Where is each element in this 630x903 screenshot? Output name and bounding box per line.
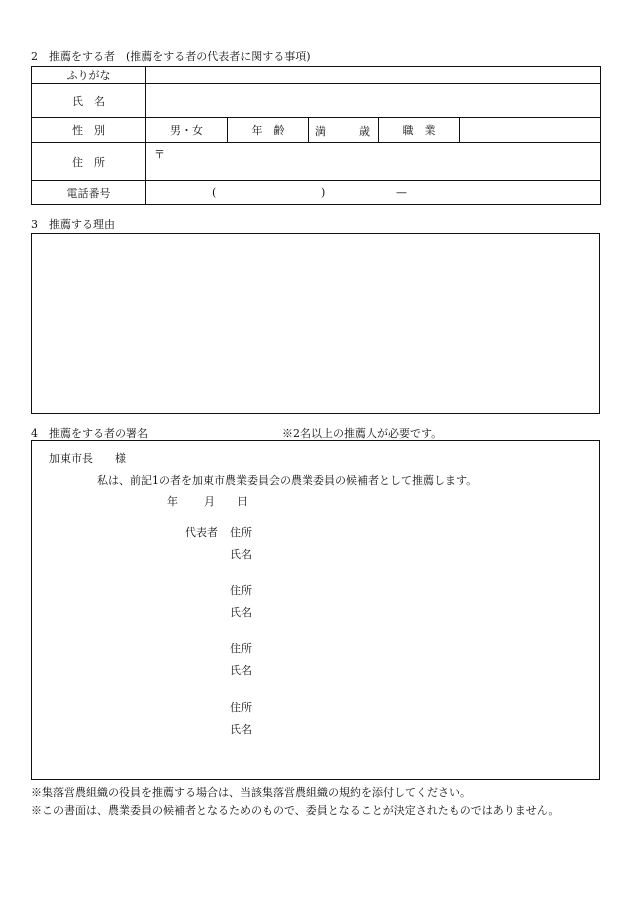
signer1-address-label: 住所 [230, 526, 252, 539]
age-suffix: 歳 [359, 125, 370, 138]
signer1-name-label: 氏名 [230, 548, 252, 561]
phone-open-paren: ( [212, 186, 217, 199]
gender-label: 性 別 [32, 118, 146, 143]
date-year: 年 [167, 495, 178, 508]
signer3-address-label: 住所 [230, 642, 252, 655]
section3-heading: 3 推薦する理由 [31, 218, 115, 231]
age-label: 年 齢 [228, 118, 309, 143]
address-label: 住 所 [32, 143, 146, 181]
address-field[interactable] [146, 143, 601, 181]
section4-note: ※2名以上の推薦人が必要です。 [282, 427, 443, 440]
signer2-name-label: 氏名 [230, 606, 252, 619]
signer3-name-label: 氏名 [230, 664, 252, 677]
phone-field[interactable] [146, 181, 601, 205]
recommender-table [31, 66, 601, 205]
furigana-label: ふりがな [32, 67, 146, 84]
footnote-2: ※この書面は、農業委員の候補者となるためのもので、委員となることが決定されたものではありません。 [31, 804, 560, 817]
statement: 私は、前記1の者を加東市農業委員会の農業委員の候補者として推薦します。 [97, 474, 478, 487]
occupation-label: 職 業 [379, 118, 460, 143]
phone-dash: — [396, 186, 407, 199]
furigana-field[interactable] [146, 67, 601, 84]
reason-textarea[interactable] [31, 233, 600, 414]
signature-box [31, 440, 600, 780]
footnote-1: ※集落営農組織の役員を推薦する場合は、当該集落営農組織の規約を添付してください。 [31, 786, 471, 799]
phone-label: 電話番号 [32, 181, 146, 205]
section4-heading: 4 推薦をする者の署名 [31, 427, 148, 440]
signer2-address-label: 住所 [230, 584, 252, 597]
name-field[interactable] [146, 84, 601, 118]
age-prefix: 満 [315, 125, 326, 138]
signer4-address-label: 住所 [230, 701, 252, 714]
postal-mark: 〒 [154, 148, 165, 161]
date-day: 日 [237, 495, 248, 508]
date-month: 月 [204, 495, 215, 508]
representative-label: 代表者 [185, 526, 218, 539]
addressee: 加東市長 様 [49, 452, 126, 465]
name-label: 氏 名 [32, 84, 146, 118]
occupation-field[interactable] [460, 118, 601, 143]
phone-close-paren: ) [321, 186, 326, 199]
section2-heading: 2 推薦をする者 (推薦をする者の代表者に関する事項) [31, 50, 311, 63]
signer4-name-label: 氏名 [230, 723, 252, 736]
gender-options[interactable]: 男・女 [146, 118, 228, 143]
age-field[interactable] [309, 118, 379, 143]
